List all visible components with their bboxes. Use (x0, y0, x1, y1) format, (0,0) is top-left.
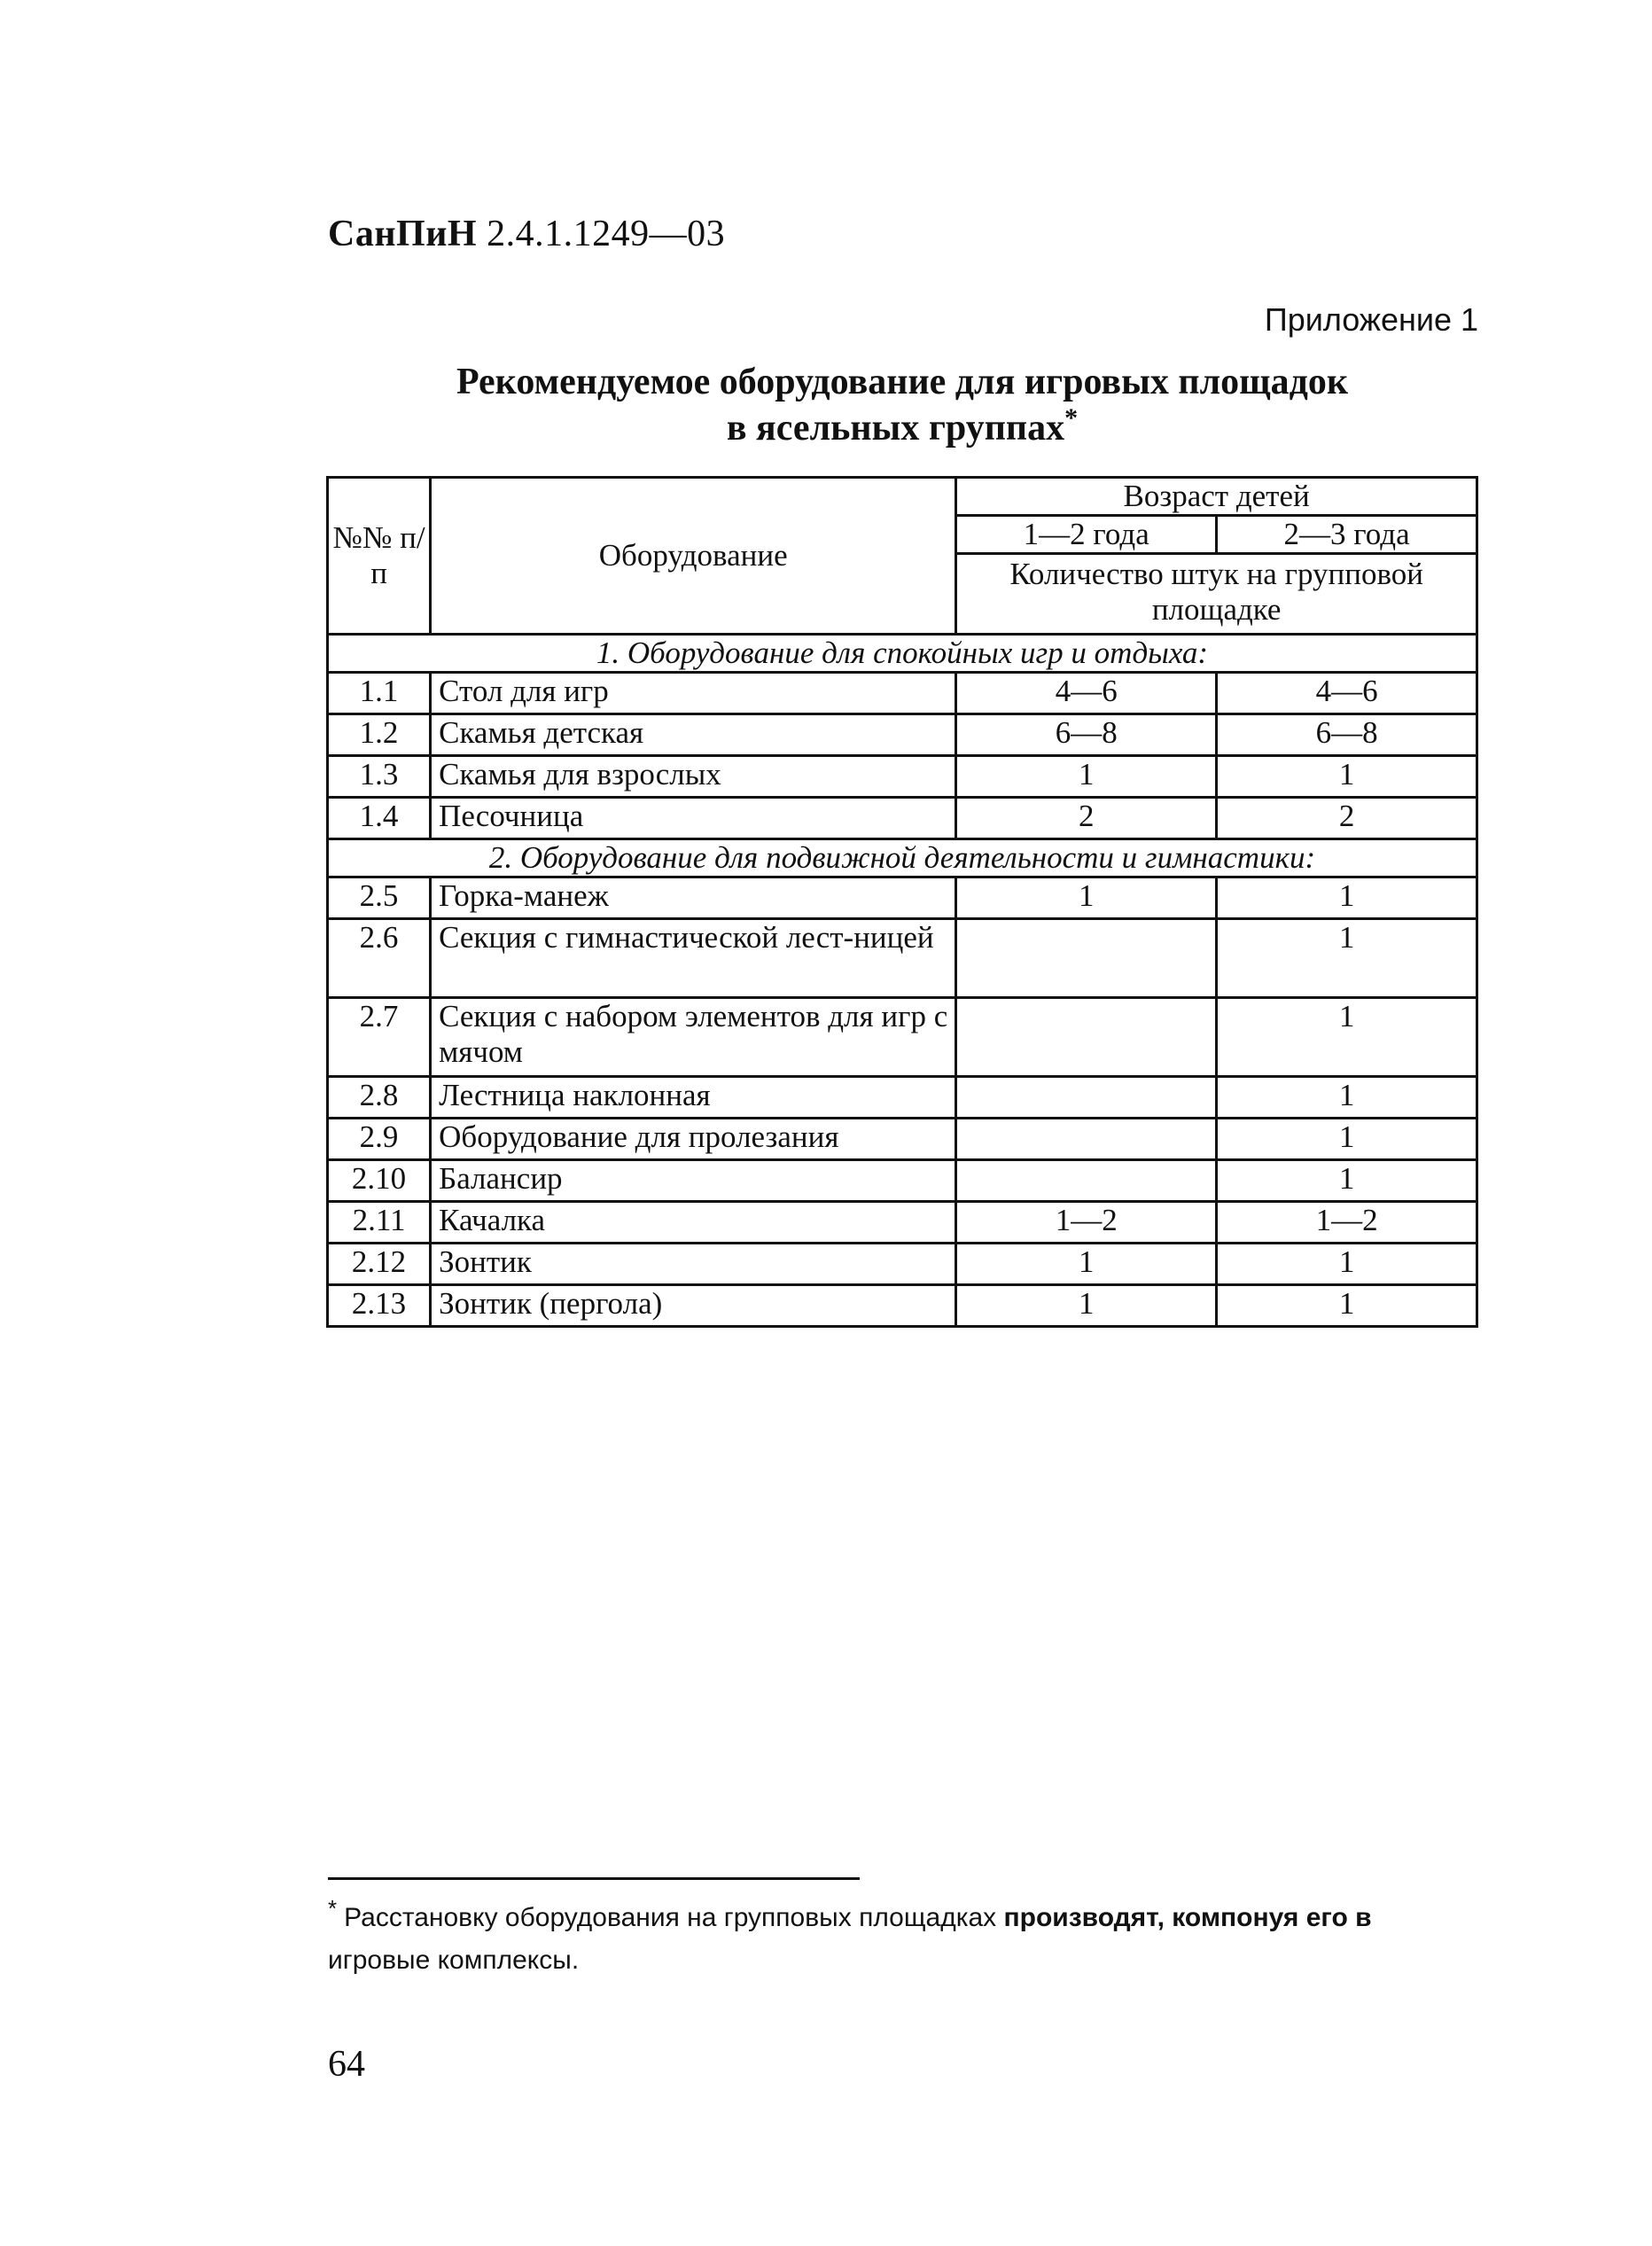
cell-age-2-3: 1 (1217, 1077, 1477, 1119)
table-row (328, 1244, 1477, 1285)
table-body (328, 478, 1477, 1327)
cell-num: 2.11 (328, 1202, 431, 1244)
header-num: №№ п/п (328, 478, 431, 635)
cell-age-1-2: 1 (956, 1285, 1217, 1327)
cell-age-2-3: 6—8 (1217, 714, 1477, 756)
cell-age-1-2 (956, 1077, 1217, 1119)
cell-equipment: Зонтик (431, 1244, 956, 1285)
cell-equipment: Секция с гимнастической лест-ницей (431, 919, 956, 998)
footnote-text-bold: производят, компонуя его в (1003, 1903, 1372, 1932)
table-row (328, 1285, 1477, 1327)
footnote-marker: * (1064, 403, 1079, 433)
cell-num: 2.8 (328, 1077, 431, 1119)
cell-equipment: Секция с набором элементов для игр с мячом (431, 998, 956, 1077)
cell-age-2-3: 1 (1217, 756, 1477, 798)
cell-equipment: Песочница (431, 798, 956, 839)
cell-age-1-2: 1—2 (956, 1202, 1217, 1244)
cell-equipment: Скамья для взрослых (431, 756, 956, 798)
cell-equipment: Лестница наклонная (431, 1077, 956, 1119)
cell-age-2-3: 1 (1217, 1244, 1477, 1285)
cell-num: 2.9 (328, 1119, 431, 1160)
section-row (328, 635, 1477, 673)
table-row (328, 998, 1477, 1077)
footnote-divider (328, 1877, 860, 1880)
table-row (328, 798, 1477, 839)
footnote (328, 1897, 1480, 1982)
title-line-1: Рекомендуемое оборудование для игровых площадок (456, 362, 1349, 402)
cell-age-2-3: 1 (1217, 1119, 1477, 1160)
header-quantity: Количество штук на групповой площадке (956, 554, 1477, 635)
cell-age-2-3: 2 (1217, 798, 1477, 839)
cell-age-1-2: 1 (956, 756, 1217, 798)
equipment-table (326, 476, 1478, 1328)
cell-equipment: Скамья детская (431, 714, 956, 756)
cell-num: 2.10 (328, 1160, 431, 1202)
table-row (328, 919, 1477, 998)
document-code-prefix: СанПиН (328, 214, 478, 254)
section-row (328, 839, 1477, 877)
footnote-text: Расстановку оборудования на групповых площадках (344, 1903, 997, 1932)
section-title: 1. Оборудование для спокойных игр и отдыха: (328, 635, 1477, 673)
header-age: Возраст детей (956, 478, 1477, 516)
table-row (328, 673, 1477, 714)
cell-equipment: Качалка (431, 1202, 956, 1244)
document-code-number: 2.4.1.1249—03 (487, 214, 726, 254)
cell-age-1-2: 6—8 (956, 714, 1217, 756)
cell-age-1-2 (956, 998, 1217, 1077)
cell-num: 1.2 (328, 714, 431, 756)
header-equipment: Оборудование (431, 478, 956, 635)
footnote-text-end: игровые комплексы. (328, 1946, 580, 1975)
cell-equipment: Стол для игр (431, 673, 956, 714)
section-title: 2. Оборудование для подвижной деятельности и гимнастики: (328, 839, 1477, 877)
cell-num: 2.12 (328, 1244, 431, 1285)
cell-num: 2.5 (328, 877, 431, 919)
cell-num: 1.1 (328, 673, 431, 714)
table-row (328, 714, 1477, 756)
table-header-row-1 (328, 478, 1477, 516)
cell-num: 1.3 (328, 756, 431, 798)
table-row (328, 756, 1477, 798)
cell-equipment: Зонтик (пергола) (431, 1285, 956, 1327)
table-row (328, 877, 1477, 919)
cell-equipment: Балансир (431, 1160, 956, 1202)
title-line-2-text: в ясельных группах (726, 408, 1065, 448)
cell-age-2-3: 1 (1217, 998, 1477, 1077)
cell-age-1-2: 4—6 (956, 673, 1217, 714)
table-row (328, 1202, 1477, 1244)
cell-num: 1.4 (328, 798, 431, 839)
cell-age-2-3: 1 (1217, 877, 1477, 919)
cell-age-1-2: 1 (956, 877, 1217, 919)
cell-num: 2.7 (328, 998, 431, 1077)
table-row (328, 1160, 1477, 1202)
footnote-star: * (328, 1895, 338, 1922)
cell-age-2-3: 4—6 (1217, 673, 1477, 714)
document-code (328, 213, 725, 255)
cell-equipment: Горка-манеж (431, 877, 956, 919)
table-row (328, 1077, 1477, 1119)
cell-age-2-3: 1 (1217, 919, 1477, 998)
page-title (326, 359, 1478, 451)
cell-equipment: Оборудование для пролезания (431, 1119, 956, 1160)
table-row (328, 1119, 1477, 1160)
page-number: 64 (328, 2044, 365, 2085)
title-line-2 (326, 405, 1478, 451)
cell-num: 2.6 (328, 919, 431, 998)
cell-age-2-3: 1 (1217, 1285, 1477, 1327)
cell-age-2-3: 1—2 (1217, 1202, 1477, 1244)
header-age-2-3: 2—3 года (1217, 516, 1477, 554)
cell-age-1-2: 2 (956, 798, 1217, 839)
header-age-1-2: 1—2 года (956, 516, 1217, 554)
appendix-label: Приложение 1 (1264, 301, 1478, 338)
cell-age-1-2 (956, 1119, 1217, 1160)
cell-age-1-2: 1 (956, 1244, 1217, 1285)
cell-age-1-2 (956, 1160, 1217, 1202)
cell-age-1-2 (956, 919, 1217, 998)
cell-num: 2.13 (328, 1285, 431, 1327)
cell-age-2-3: 1 (1217, 1160, 1477, 1202)
